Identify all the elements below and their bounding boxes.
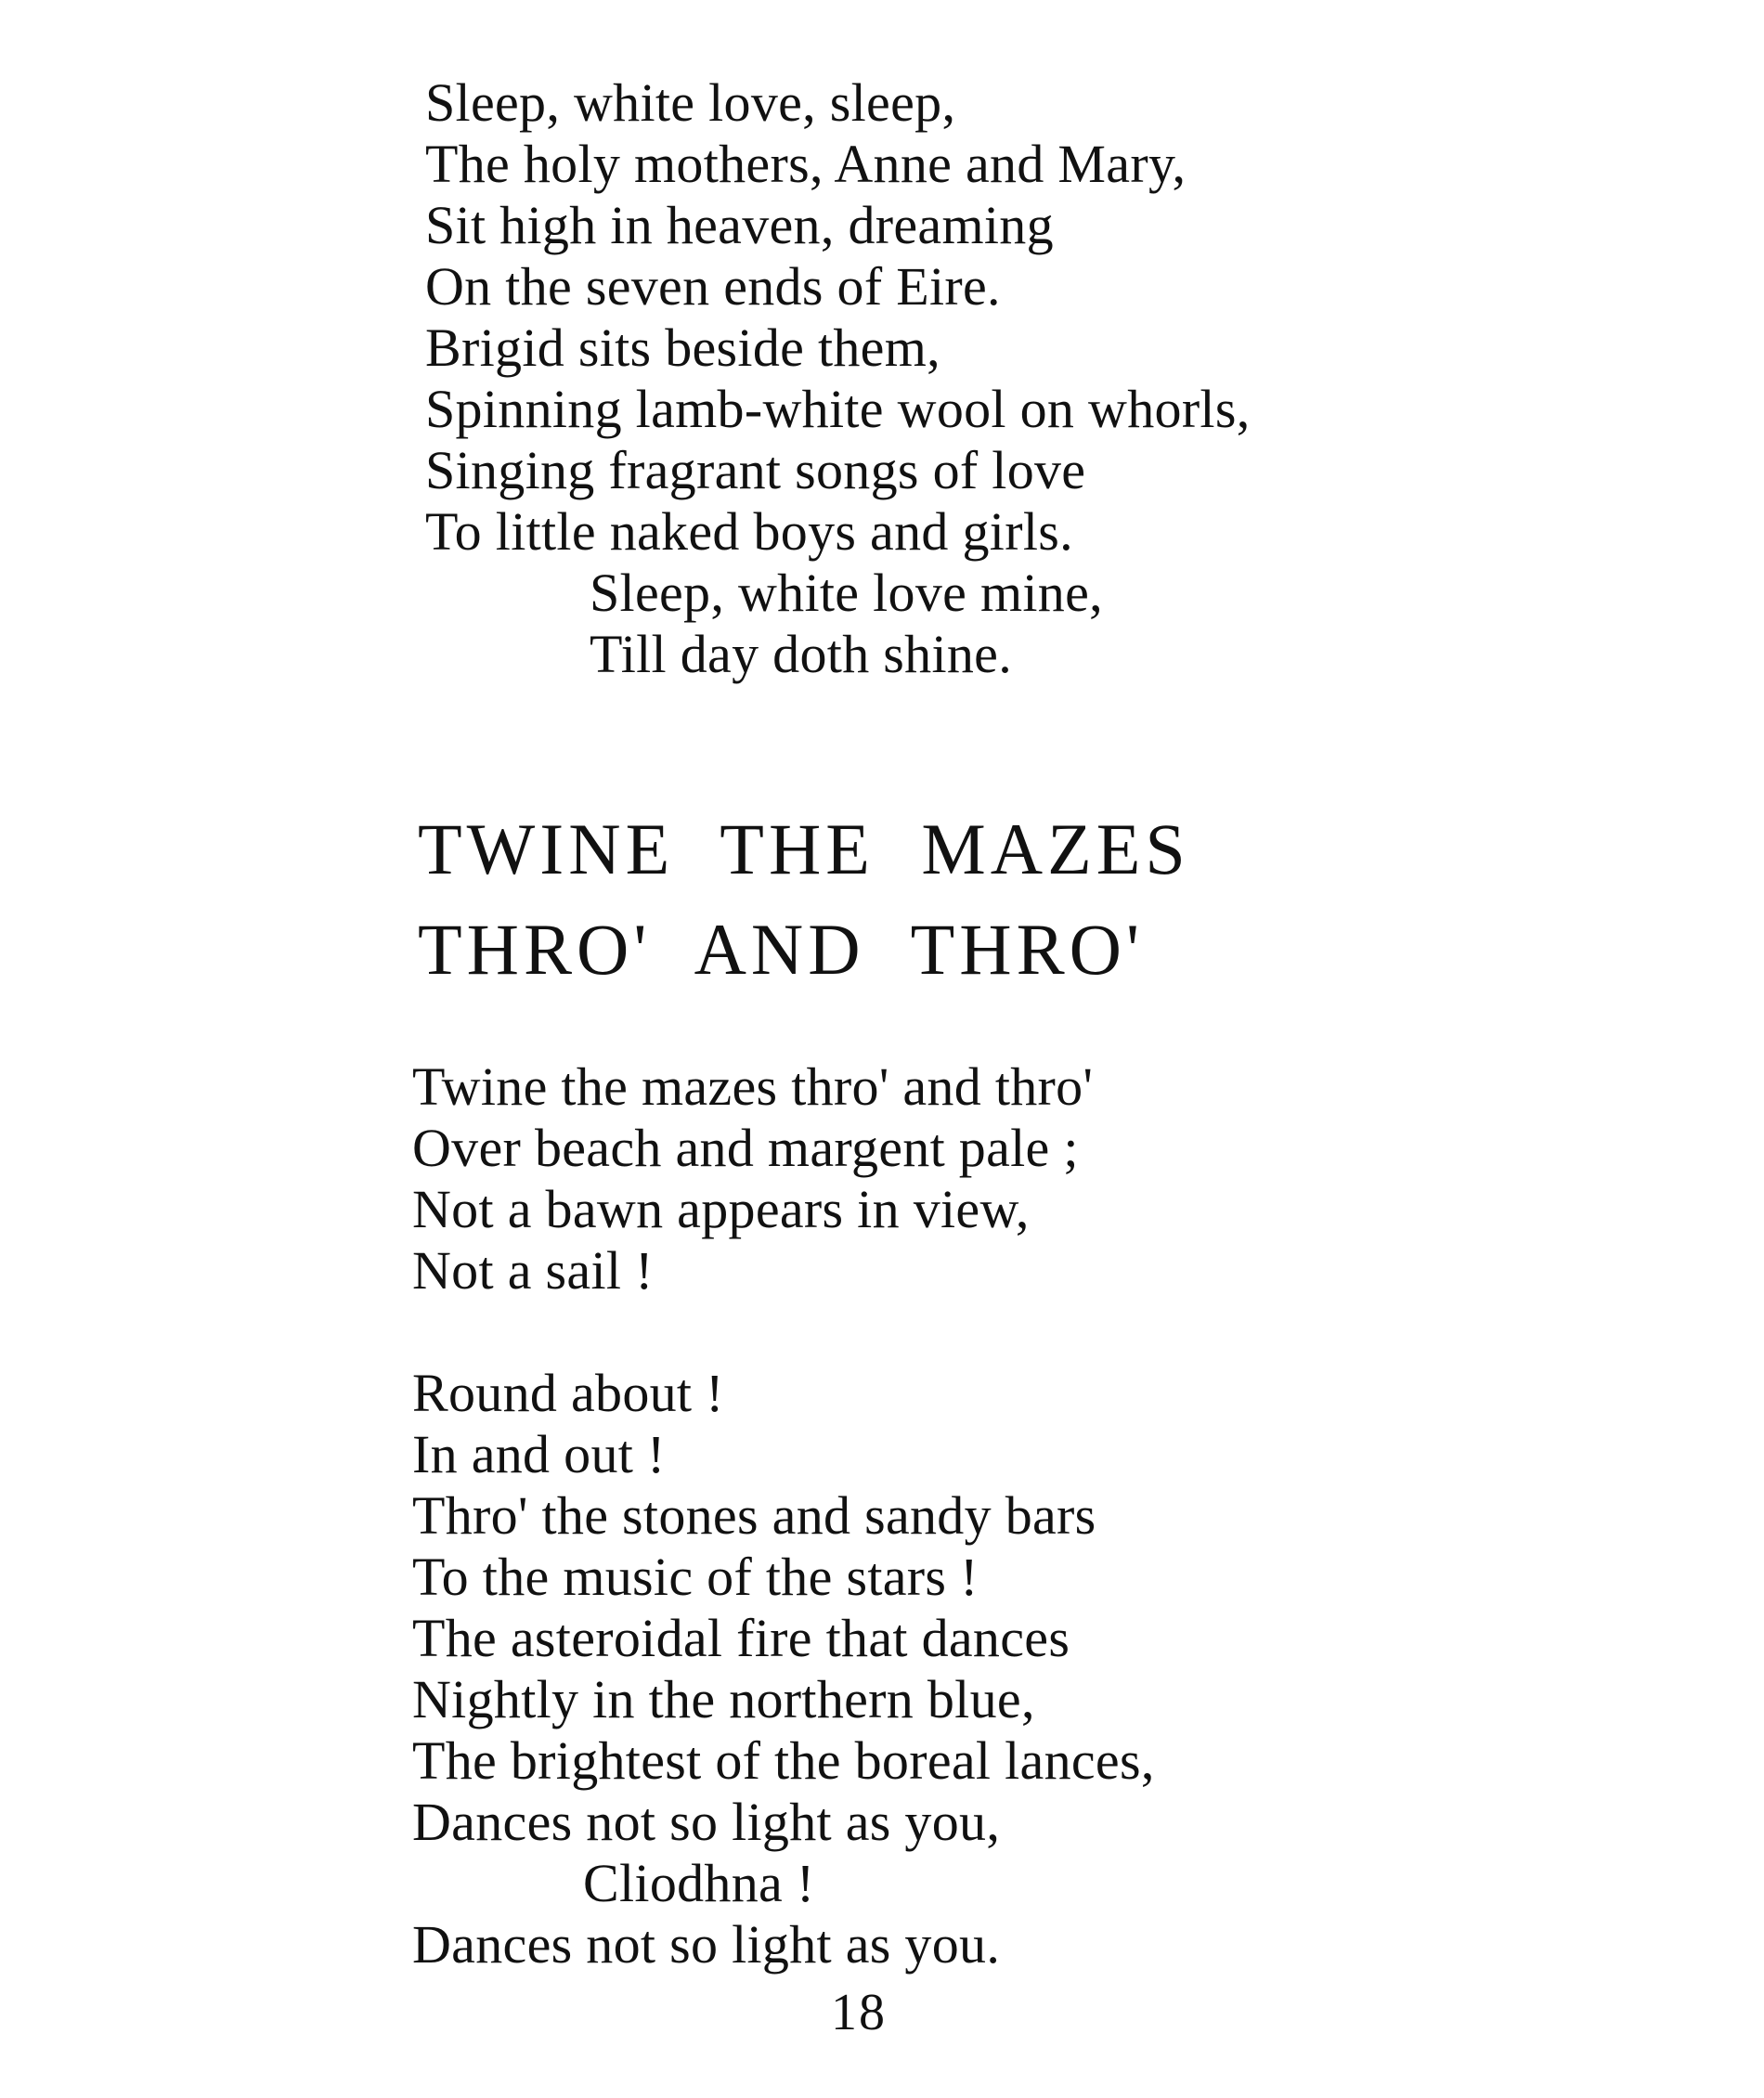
poem-line: Not a bawn appears in view,: [412, 1179, 1030, 1239]
poem-line: Round about !: [412, 1363, 724, 1423]
poem-line: Brigid sits beside them,: [425, 317, 940, 378]
poem-line: The asteroidal fire that dances: [412, 1608, 1070, 1668]
poem-line: Singing fragrant songs of love: [425, 440, 1086, 500]
poem-line: To little naked boys and girls.: [425, 501, 1073, 562]
poem-line: Not a sail !: [412, 1240, 654, 1301]
poem-title-line-1: TWINE THE MAZES: [418, 809, 1190, 889]
poem-refrain-line: Till day doth shine.: [590, 624, 1013, 684]
poem-refrain-line: Sleep, white love mine,: [590, 563, 1103, 623]
poem-line: Spinning lamb-white wool on whorls,: [425, 379, 1251, 439]
poem-line: To the music of the stars !: [412, 1547, 979, 1607]
poem-title-line-2: THRO' AND THRO': [418, 909, 1145, 990]
poem-line: In and out !: [412, 1424, 666, 1484]
poem-line: Dances not so light as you,: [412, 1792, 1001, 1852]
poem-line: Thro' the stones and sandy bars: [412, 1485, 1096, 1546]
poem-line: On the seven ends of Eire.: [425, 256, 1001, 317]
poem-line: Dances not so light as you.: [412, 1914, 1001, 1975]
poem-line: Twine the mazes thro' and thro': [412, 1056, 1094, 1117]
poem-line: Sit high in heaven, dreaming: [425, 195, 1054, 255]
page-number: 18: [831, 1984, 887, 2041]
poem-refrain-line: Cliodhna !: [583, 1853, 815, 1913]
poem-line: The holy mothers, Anne and Mary,: [425, 134, 1187, 194]
poem-line: The brightest of the boreal lances,: [412, 1730, 1155, 1791]
poem-line: Nightly in the northern blue,: [412, 1669, 1035, 1729]
poem-line: Sleep, white love, sleep,: [425, 72, 956, 133]
poem-line: Over beach and margent pale ;: [412, 1118, 1079, 1178]
